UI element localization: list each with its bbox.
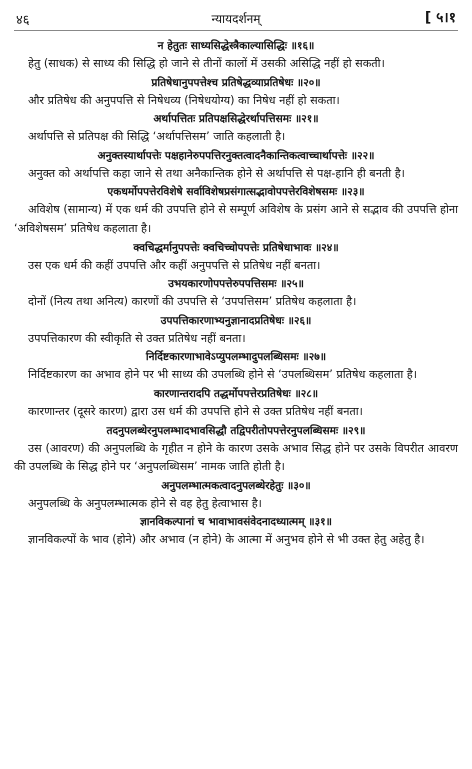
sutra-27: निर्दिष्टकारणाभावेऽप्युपलम्भादुपलब्धिसमः ॥२७॥ xyxy=(145,351,327,364)
sutra-block-22 xyxy=(14,147,458,184)
sutra-28: कारणान्तरादपि तद्धर्मोपपत्तेरप्रतिषेधः ॥२८॥ xyxy=(153,387,319,400)
page-number: ४६ xyxy=(16,13,30,28)
sutra-19: न हेतुतः साध्यसिद्धेस्त्रैकाल्यासिद्धिः ॥१६॥ xyxy=(157,40,315,52)
sutra-block-24 xyxy=(14,239,458,276)
sutra-block-19 xyxy=(14,37,458,74)
gloss-28: कारणान्तर (दूसरे कारण) द्वारा उस धर्म की उपपत्ति होने से उक्त प्रतिषेध नहीं बनता। xyxy=(28,404,363,418)
sutra-30: अनुपलम्भात्मकत्वादनुपलब्धेरहेतुः ॥३०॥ xyxy=(161,479,311,492)
sutra-23: एकधर्मोपपत्तेरविशेषे सर्वाविशेषप्रसंगात्सद्भावोपपत्तेरविशेषसमः ॥२३॥ xyxy=(107,186,365,199)
sutra-block-29 xyxy=(14,422,458,477)
gloss-27: निर्दिष्टकारण का अभाव होने पर भी साध्य की उपलब्धि होने से ‘उपलब्धिसम’ प्रतिषेध कहलाता है। xyxy=(28,368,417,382)
sutra-block-23 xyxy=(14,183,458,238)
gloss-23: अविशेष (सामान्य) में एक धर्म की उपपत्ति होने से सम्पूर्ण अविशेष के प्रसंग आने से सद्भाव की उपपत्ति होना ‘अविशेषसम’ प्रतिषेध कहलाता है। xyxy=(14,203,458,235)
sutra-block-26 xyxy=(14,312,458,349)
gloss-22: अनुक्त को अर्थापत्ति कहा जाने से तथा अनैकान्तिक होने से अर्थापत्ति से पक्ष-हानि ही बनती है। xyxy=(28,166,405,180)
folio-marker: [ ५।१ xyxy=(424,10,456,26)
gloss-20: और प्रतिषेध की अनुपपत्ति से निषेधव्य (निषेधयोग्य) का निषेध नहीं हो सकता। xyxy=(28,93,340,107)
gloss-26: उपपत्तिकारण की स्वीकृति से उक्त प्रतिषेध नहीं बनता। xyxy=(28,331,246,345)
sutra-24: क्वचिद्धर्मानुपपत्तेः क्वचिच्चोपपत्तेः प्रतिषेधाभावः ॥२४॥ xyxy=(133,241,339,254)
sutra-block-25 xyxy=(14,275,458,312)
sutra-block-28 xyxy=(14,385,458,422)
page-header xyxy=(14,8,458,31)
gloss-29: उस (आवरण) की अनुपलब्धि के गृहीत न होने के कारण उसके अभाव सिद्ध होने पर उसके विपरीत आवरण की उपलब्धि के सिद्ध होने पर ‘अनुपलब्धिसम’ नामक जाति होती है। xyxy=(14,441,458,474)
gloss-21: अर्थापत्ति से प्रतिपक्ष की सिद्धि ‘अर्थापत्तिसम’ जाति कहलाती है। xyxy=(28,130,286,144)
sutra-block-27 xyxy=(14,348,458,385)
gloss-19: हेतु (साधक) से साध्य की सिद्धि हो जाने से तीनों कालों में उसकी असिद्धि नहीं हो सकती। xyxy=(28,57,385,70)
sutra-20: प्रतिषेधानुपपत्तेश्च प्रतिषेद्धव्याप्रतिषेधः ॥२०॥ xyxy=(151,76,321,89)
gloss-30: अनुपलब्धि के अनुपलम्भात्मक होने से वह हेतु हेत्वाभास है। xyxy=(28,496,262,510)
sutra-29: तदनुपलब्धेरनुपलम्भादभावसिद्धौ तद्विपरीतोपपत्तेरनुपलब्धिसमः ॥२९॥ xyxy=(106,424,366,437)
running-title: न्यायदर्शनम् xyxy=(211,12,261,26)
sutra-21: अर्थापत्तितः प्रतिपक्षसिद्धेरर्थापत्तिसमः ॥२१॥ xyxy=(153,113,319,126)
sutra-25: उभयकारणोपपत्तेरुपपत्तिसमः ॥२५॥ xyxy=(168,278,304,291)
gloss-25: दोनों (नित्य तथा अनित्य) कारणों की उपपत्ति से ‘उपपत्तिसम’ प्रतिषेध कहलाता है। xyxy=(28,295,357,309)
sutra-31: ज्ञानविकल्पानां च भावाभावसंवेदनादध्यात्मम् ॥३१॥ xyxy=(140,516,332,529)
sutra-block-20 xyxy=(14,74,458,111)
sutra-22: अनुक्तस्यार्थापत्तेः पक्षहानेरुपपत्तिरनुक्तत्वादनैकान्तिकत्वाच्चार्थापत्तेः ॥२२॥ xyxy=(97,149,375,162)
sutra-block-21 xyxy=(14,110,458,147)
gloss-24: उस एक धर्म की कहीं उपपत्ति और कहीं अनुपपत्ति से प्रतिषेध नहीं बनता। xyxy=(28,258,321,272)
gloss-31: ज्ञानविकल्पों के भाव (होने) और अभाव (न होने) के आत्मा में अनुभव होने से भी उक्त हेतु अहेतु है। xyxy=(28,533,425,547)
sutra-26: उपपत्तिकारणाभ्यनुज्ञानादप्रतिषेधः ॥२६॥ xyxy=(160,314,312,327)
sutra-block-31 xyxy=(14,513,458,550)
sutra-block-30 xyxy=(14,477,458,514)
